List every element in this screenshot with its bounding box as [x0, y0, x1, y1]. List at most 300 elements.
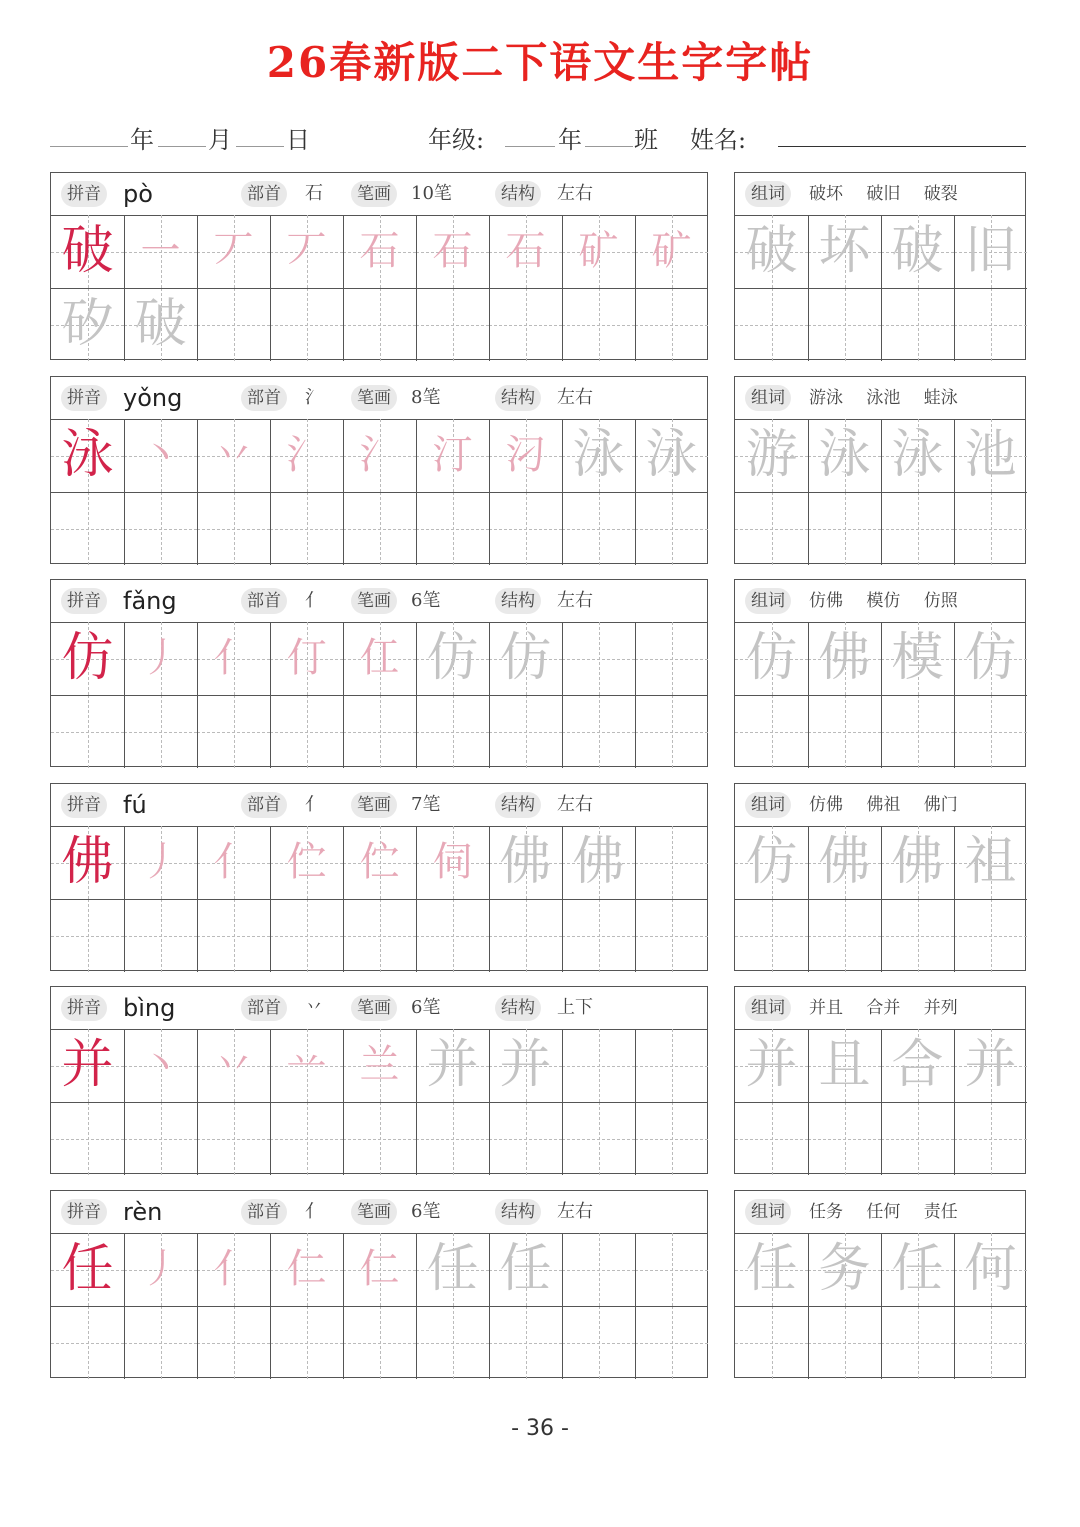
practice-cell[interactable] — [124, 215, 197, 288]
trace-char: 务 — [818, 1239, 871, 1299]
practice-cell[interactable] — [197, 419, 270, 492]
grid-divider — [51, 899, 708, 900]
word-practice-box — [734, 986, 1026, 1174]
radical-value: 亻 — [305, 794, 323, 815]
stroke-step-char: 丆 — [286, 228, 327, 274]
practice-cell[interactable] — [51, 1233, 124, 1306]
practice-cell[interactable] — [735, 1029, 808, 1102]
name-label: 姓名: — [690, 126, 747, 154]
practice-cell[interactable] — [954, 288, 1027, 361]
practice-cell[interactable] — [124, 899, 197, 972]
practice-cell[interactable] — [735, 419, 808, 492]
practice-cell[interactable] — [343, 695, 416, 768]
pinyin-value: bìng — [123, 994, 176, 1022]
practice-cell[interactable] — [954, 695, 1027, 768]
grid-divider — [735, 899, 1027, 900]
practice-cell[interactable] — [881, 622, 954, 695]
stroke-step-char: 并 — [499, 1035, 552, 1095]
practice-cell[interactable] — [416, 492, 489, 565]
trace-char: 破 — [745, 221, 798, 281]
trace-char: 任 — [745, 1239, 798, 1299]
practice-cell[interactable] — [489, 1029, 562, 1102]
trace-char: 仿 — [745, 628, 798, 688]
stroke-step-char: 仿 — [426, 628, 479, 688]
stroke-step-char: 矿 — [651, 228, 692, 274]
practice-cell[interactable] — [489, 492, 562, 565]
char-practice-box — [50, 986, 708, 1174]
char-practice-box — [50, 376, 708, 564]
practice-cell[interactable] — [197, 899, 270, 972]
char-practice-box — [50, 1190, 708, 1378]
practice-cell[interactable] — [635, 492, 708, 565]
stroke-step-char: 䒑 — [286, 1042, 327, 1088]
date-class-name-row — [0, 118, 1080, 158]
strokes-tag: 笔画 — [351, 181, 397, 207]
trace-char: 并 — [745, 1035, 798, 1095]
trace-char: 模 — [891, 628, 944, 688]
char-practice-box — [50, 783, 708, 971]
practice-cell[interactable] — [416, 899, 489, 972]
practice-cell[interactable] — [270, 1029, 343, 1102]
practice-cell[interactable] — [270, 1233, 343, 1306]
pinyin-value: yǒng — [123, 384, 183, 412]
words-tag: 组词 — [745, 181, 791, 207]
word-header — [735, 580, 1025, 623]
practice-cell[interactable] — [489, 215, 562, 288]
practice-cell[interactable] — [51, 1029, 124, 1102]
stroke-step-char: 石 — [359, 228, 400, 274]
practice-cell[interactable] — [881, 1233, 954, 1306]
structure-value: 上下 — [557, 997, 593, 1018]
practice-cell[interactable] — [197, 1233, 270, 1306]
pinyin-tag: 拼音 — [61, 792, 107, 818]
practice-cell[interactable] — [197, 288, 270, 361]
practice-cell[interactable] — [270, 826, 343, 899]
trace-char: 佛 — [891, 832, 944, 892]
practice-cell[interactable] — [735, 288, 808, 361]
practice-cell[interactable] — [635, 1029, 708, 1102]
practice-cell[interactable] — [416, 1102, 489, 1175]
structure-value: 左右 — [557, 794, 593, 815]
class-blank[interactable] — [585, 146, 633, 147]
strokes-tag: 笔画 — [351, 385, 397, 411]
structure-value: 左右 — [557, 590, 593, 611]
stroke-step-char: 泳 — [572, 425, 625, 485]
practice-cell[interactable] — [881, 1306, 954, 1379]
stroke-step-char: 石 — [505, 228, 546, 274]
practice-cell[interactable] — [635, 826, 708, 899]
pinyin-tag: 拼音 — [61, 181, 107, 207]
words-list: 仿佛 模仿 仿照 — [809, 591, 958, 611]
practice-cell[interactable] — [954, 1102, 1027, 1175]
practice-cell[interactable] — [197, 492, 270, 565]
model-char: 破 — [61, 221, 114, 281]
words-tag: 组词 — [745, 588, 791, 614]
practice-cell[interactable] — [954, 1029, 1027, 1102]
practice-cell[interactable] — [562, 1029, 635, 1102]
radical-value: 丷 — [305, 997, 323, 1018]
practice-cell[interactable] — [197, 622, 270, 695]
practice-cell[interactable] — [197, 695, 270, 768]
structure-tag: 结构 — [495, 995, 541, 1021]
stroke-step-char: 氵 — [286, 432, 327, 478]
practice-cell[interactable] — [635, 1102, 708, 1175]
name-blank[interactable] — [778, 146, 1026, 147]
practice-cell[interactable] — [489, 826, 562, 899]
practice-cell[interactable] — [51, 1102, 124, 1175]
practice-cell[interactable] — [343, 1102, 416, 1175]
month-label: 月 — [208, 126, 232, 154]
class-label: 班 — [634, 126, 658, 154]
practice-cell[interactable] — [343, 1233, 416, 1306]
practice-cell[interactable] — [735, 899, 808, 972]
practice-cell[interactable] — [562, 492, 635, 565]
stroke-step-char: 仁 — [359, 1246, 400, 1292]
structure-tag: 结构 — [495, 588, 541, 614]
words-tag: 组词 — [745, 995, 791, 1021]
practice-cell[interactable] — [735, 1233, 808, 1306]
practice-cell[interactable] — [124, 288, 197, 361]
practice-cell[interactable] — [343, 1029, 416, 1102]
stroke-step-char: 丿 — [140, 635, 181, 681]
stroke-step-char: 伺 — [432, 839, 473, 885]
practice-cell[interactable] — [808, 419, 881, 492]
structure-value: 左右 — [557, 387, 593, 408]
practice-cell[interactable] — [270, 695, 343, 768]
word-header — [735, 173, 1025, 216]
practice-cell[interactable] — [562, 695, 635, 768]
practice-cell[interactable] — [881, 826, 954, 899]
practice-cell[interactable] — [343, 492, 416, 565]
practice-cell[interactable] — [51, 288, 124, 361]
year-blank[interactable] — [50, 146, 128, 147]
practice-cell[interactable] — [735, 1306, 808, 1379]
practice-cell[interactable] — [51, 622, 124, 695]
practice-cell[interactable] — [489, 622, 562, 695]
stroke-step-char: 汈 — [505, 432, 546, 478]
stroke-step-char: 佛 — [572, 832, 625, 892]
words-list: 游泳 泳池 蛙泳 — [809, 388, 958, 408]
practice-cell[interactable] — [51, 899, 124, 972]
trace-char: 合 — [891, 1035, 944, 1095]
trace-char: 且 — [818, 1035, 871, 1095]
trace-char: 泳 — [818, 425, 871, 485]
word-practice-box — [734, 172, 1026, 360]
practice-cell[interactable] — [51, 695, 124, 768]
grid-divider — [735, 1102, 1027, 1103]
structure-tag: 结构 — [495, 385, 541, 411]
grid-divider — [735, 492, 1027, 493]
words-tag: 组词 — [745, 792, 791, 818]
stroke-step-char: 兰 — [359, 1042, 400, 1088]
model-char: 泳 — [61, 425, 114, 485]
practice-cell[interactable] — [51, 1306, 124, 1379]
practice-cell[interactable] — [416, 419, 489, 492]
practice-cell[interactable] — [197, 1102, 270, 1175]
radical-value: 亻 — [305, 590, 323, 611]
practice-cell[interactable] — [489, 899, 562, 972]
month-blank[interactable] — [158, 146, 206, 147]
word-header — [735, 784, 1025, 827]
stroke-step-char: 丷 — [213, 432, 254, 478]
practice-cell[interactable] — [808, 695, 881, 768]
grade-label: 年级: — [428, 126, 485, 154]
practice-cell[interactable] — [881, 899, 954, 972]
practice-cell[interactable] — [735, 492, 808, 565]
practice-cell[interactable] — [51, 419, 124, 492]
pinyin-value: rèn — [123, 1198, 163, 1226]
practice-cell[interactable] — [489, 695, 562, 768]
year-label: 年 — [130, 126, 154, 154]
practice-cell[interactable] — [808, 1102, 881, 1175]
practice-cell[interactable] — [489, 1102, 562, 1175]
practice-cell[interactable] — [881, 419, 954, 492]
structure-value: 左右 — [557, 183, 593, 204]
practice-cell[interactable] — [635, 419, 708, 492]
grid-divider — [51, 695, 708, 696]
practice-cell[interactable] — [881, 1102, 954, 1175]
practice-cell[interactable] — [343, 899, 416, 972]
trace-char: 坏 — [818, 221, 871, 281]
stroke-step-char: 亻 — [213, 839, 254, 885]
stroke-step-char: 氵 — [359, 432, 400, 478]
day-blank[interactable] — [236, 146, 284, 147]
trace-char: 池 — [964, 425, 1017, 485]
stroke-step-char: 丆 — [213, 228, 254, 274]
practice-cell[interactable] — [416, 826, 489, 899]
stroke-step-char: 佛 — [499, 832, 552, 892]
practice-cell[interactable] — [635, 899, 708, 972]
words-list: 任务 任何 责任 — [809, 1202, 958, 1222]
practice-cell[interactable] — [635, 622, 708, 695]
practice-cell[interactable] — [735, 695, 808, 768]
model-char: 并 — [61, 1035, 114, 1095]
words-list: 破坏 破旧 破裂 — [809, 184, 958, 204]
practice-cell[interactable] — [808, 826, 881, 899]
practice-cell[interactable] — [343, 1306, 416, 1379]
practice-cell[interactable] — [881, 492, 954, 565]
strokes-tag: 笔画 — [351, 588, 397, 614]
practice-cell[interactable] — [562, 419, 635, 492]
practice-cell[interactable] — [881, 215, 954, 288]
grade-year-label: 年 — [558, 126, 582, 154]
practice-cell[interactable] — [124, 1306, 197, 1379]
practice-cell[interactable] — [881, 288, 954, 361]
radical-tag: 部首 — [241, 792, 287, 818]
trace-char: 佛 — [818, 832, 871, 892]
practice-cell[interactable] — [270, 1102, 343, 1175]
practice-cell[interactable] — [489, 419, 562, 492]
practice-cell[interactable] — [343, 826, 416, 899]
practice-cell[interactable] — [270, 419, 343, 492]
page-number: - 36 - — [511, 1416, 569, 1441]
stroke-step-char: 亻 — [213, 1246, 254, 1292]
word-practice-box — [734, 579, 1026, 767]
practice-cell[interactable] — [51, 215, 124, 288]
day-label: 日 — [286, 126, 310, 154]
practice-cell[interactable] — [416, 1233, 489, 1306]
practice-cell[interactable] — [954, 1233, 1027, 1306]
practice-cell[interactable] — [51, 492, 124, 565]
practice-cell[interactable] — [124, 695, 197, 768]
practice-cell[interactable] — [197, 1029, 270, 1102]
practice-cell[interactable] — [416, 622, 489, 695]
radical-tag: 部首 — [241, 181, 287, 207]
char-info-header — [51, 377, 707, 420]
practice-cell[interactable] — [735, 215, 808, 288]
practice-cell[interactable] — [635, 288, 708, 361]
practice-cell[interactable] — [562, 1102, 635, 1175]
trace-char: 何 — [964, 1239, 1017, 1299]
pinyin-value: fǎng — [123, 587, 177, 615]
practice-cell[interactable] — [808, 1306, 881, 1379]
practice-cell[interactable] — [197, 1306, 270, 1379]
practice-cell[interactable] — [954, 622, 1027, 695]
practice-cell[interactable] — [270, 622, 343, 695]
stroke-step-char: 丷 — [213, 1042, 254, 1088]
practice-cell[interactable] — [197, 215, 270, 288]
practice-cell[interactable] — [562, 826, 635, 899]
practice-cell[interactable] — [562, 622, 635, 695]
practice-cell[interactable] — [735, 622, 808, 695]
pinyin-tag: 拼音 — [61, 995, 107, 1021]
words-list: 并且 合并 并列 — [809, 998, 958, 1018]
stroke-step-char: 任 — [426, 1239, 479, 1299]
practice-cell[interactable] — [343, 288, 416, 361]
trace-char: 并 — [964, 1035, 1017, 1095]
practice-cell[interactable] — [124, 1102, 197, 1175]
stroke-step-char: 丶 — [140, 1042, 181, 1088]
trace-char: 任 — [891, 1239, 944, 1299]
practice-cell[interactable] — [197, 826, 270, 899]
structure-value: 左右 — [557, 1201, 593, 1222]
practice-cell[interactable] — [808, 1029, 881, 1102]
practice-cell[interactable] — [270, 215, 343, 288]
practice-cell[interactable] — [416, 1029, 489, 1102]
practice-cell[interactable] — [881, 1029, 954, 1102]
practice-cell[interactable] — [562, 1233, 635, 1306]
practice-cell[interactable] — [416, 288, 489, 361]
practice-cell[interactable] — [124, 1233, 197, 1306]
practice-cell[interactable] — [562, 899, 635, 972]
practice-cell[interactable] — [954, 215, 1027, 288]
practice-cell[interactable] — [416, 1306, 489, 1379]
model-char: 佛 — [61, 832, 114, 892]
practice-cell[interactable] — [343, 622, 416, 695]
pinyin-tag: 拼音 — [61, 588, 107, 614]
practice-cell[interactable] — [808, 899, 881, 972]
grid-divider — [51, 1306, 708, 1307]
stroke-step-char: 破 — [134, 294, 187, 354]
practice-cell[interactable] — [562, 215, 635, 288]
practice-cell[interactable] — [124, 1029, 197, 1102]
stroke-step-char: 石 — [432, 228, 473, 274]
practice-cell[interactable] — [954, 1306, 1027, 1379]
practice-cell[interactable] — [562, 288, 635, 361]
practice-cell[interactable] — [808, 215, 881, 288]
practice-cell[interactable] — [270, 288, 343, 361]
strokes-value: 6笔 — [411, 997, 441, 1018]
trace-char: 仿 — [964, 628, 1017, 688]
practice-cell[interactable] — [124, 419, 197, 492]
trace-char: 仿 — [745, 832, 798, 892]
practice-cell[interactable] — [124, 622, 197, 695]
grid-divider — [735, 1306, 1027, 1307]
practice-cell[interactable] — [954, 419, 1027, 492]
practice-cell[interactable] — [954, 492, 1027, 565]
radical-value: 石 — [305, 183, 323, 204]
trace-char: 破 — [891, 221, 944, 281]
grade-blank[interactable] — [505, 146, 555, 147]
practice-cell[interactable] — [735, 1102, 808, 1175]
stroke-step-char: 丶 — [140, 432, 181, 478]
practice-cell[interactable] — [635, 1233, 708, 1306]
strokes-tag: 笔画 — [351, 1199, 397, 1225]
practice-cell[interactable] — [343, 419, 416, 492]
practice-cell[interactable] — [270, 899, 343, 972]
practice-cell[interactable] — [808, 1233, 881, 1306]
practice-cell[interactable] — [124, 826, 197, 899]
practice-cell[interactable] — [808, 288, 881, 361]
char-info-header — [51, 580, 707, 623]
stroke-step-char: 矽 — [61, 294, 114, 354]
stroke-step-char: 仁 — [286, 1246, 327, 1292]
practice-cell[interactable] — [954, 826, 1027, 899]
stroke-step-char: 仃 — [286, 635, 327, 681]
char-practice-box — [50, 579, 708, 767]
strokes-tag: 笔画 — [351, 792, 397, 818]
practice-cell[interactable] — [808, 492, 881, 565]
practice-cell[interactable] — [124, 492, 197, 565]
trace-char: 泳 — [891, 425, 944, 485]
practice-cell[interactable] — [635, 695, 708, 768]
practice-cell[interactable] — [270, 1306, 343, 1379]
stroke-step-char: 仿 — [499, 628, 552, 688]
char-info-header — [51, 1191, 707, 1234]
practice-cell[interactable] — [635, 1306, 708, 1379]
trace-char: 祖 — [964, 832, 1017, 892]
word-practice-box — [734, 376, 1026, 564]
practice-cell[interactable] — [489, 1306, 562, 1379]
stroke-step-char: 伫 — [286, 839, 327, 885]
practice-cell[interactable] — [489, 288, 562, 361]
words-list: 仿佛 佛祖 佛门 — [809, 795, 958, 815]
practice-cell[interactable] — [416, 215, 489, 288]
practice-cell[interactable] — [635, 215, 708, 288]
pinyin-tag: 拼音 — [61, 385, 107, 411]
pinyin-value: pò — [123, 180, 153, 208]
strokes-tag: 笔画 — [351, 995, 397, 1021]
stroke-step-char: 并 — [426, 1035, 479, 1095]
practice-cell[interactable] — [51, 826, 124, 899]
practice-cell[interactable] — [954, 899, 1027, 972]
practice-cell[interactable] — [489, 1233, 562, 1306]
practice-cell[interactable] — [416, 695, 489, 768]
trace-char: 佛 — [818, 628, 871, 688]
practice-cell[interactable] — [562, 1306, 635, 1379]
radical-tag: 部首 — [241, 588, 287, 614]
page-title: 26春新版二下语文生字字帖 — [266, 38, 814, 87]
practice-cell[interactable] — [735, 826, 808, 899]
practice-cell[interactable] — [270, 492, 343, 565]
practice-cell[interactable] — [808, 622, 881, 695]
strokes-value: 8笔 — [411, 387, 441, 408]
radical-value: 氵 — [305, 387, 323, 408]
stroke-step-char: 任 — [499, 1239, 552, 1299]
practice-cell[interactable] — [343, 215, 416, 288]
words-tag: 组词 — [745, 1199, 791, 1225]
practice-cell[interactable] — [881, 695, 954, 768]
